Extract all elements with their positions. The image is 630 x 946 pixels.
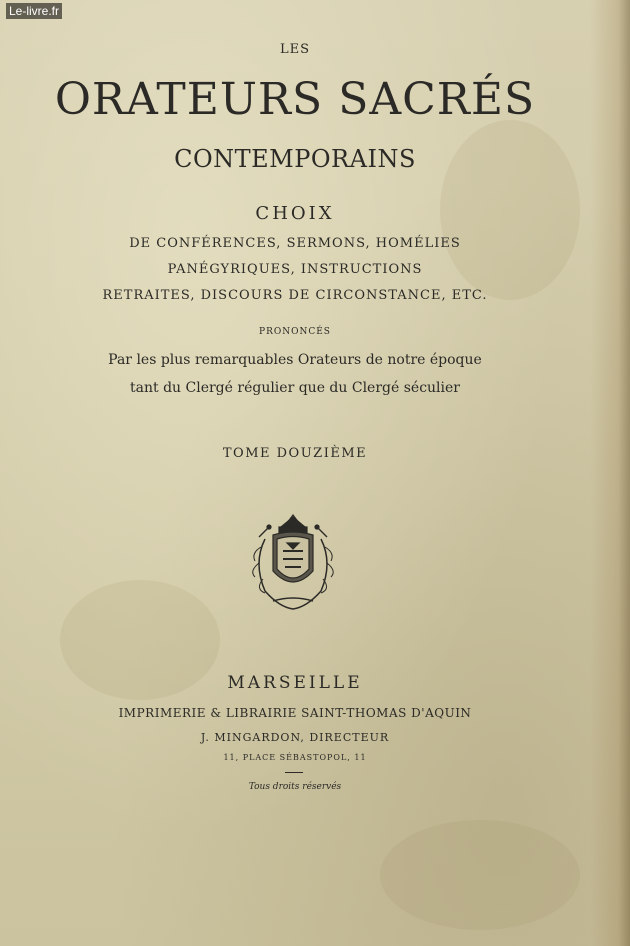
imprint-publisher: IMPRIMERIE & LIBRAIRIE SAINT-THOMAS D'AQUIN xyxy=(118,706,472,720)
volume-label: TOME DOUZIÈME xyxy=(222,446,368,461)
clergy-line: tant du Clergé régulier que du Clergé séculier xyxy=(130,380,460,396)
torn-edge xyxy=(590,0,630,946)
book-title: ORATEURS SACRÉS xyxy=(54,74,536,125)
coat-of-arms-emblem-icon xyxy=(243,513,343,613)
imprint-address: 11, PLACE SÉBASTOPOL, 11 xyxy=(223,753,367,762)
series-prefix: LES xyxy=(279,42,311,57)
genres-line-2: PANÉGYRIQUES, INSTRUCTIONS xyxy=(167,262,423,277)
divider xyxy=(285,772,303,773)
paper-stain xyxy=(380,820,580,930)
book-subtitle: CONTEMPORAINS xyxy=(174,145,416,173)
orators-line: Par les plus remarquables Orateurs de notre époque xyxy=(108,352,482,368)
rights-notice: Tous droits réservés xyxy=(248,782,342,792)
watermark: Le-livre.fr xyxy=(6,3,62,19)
genres-line-1: DE CONFÉRENCES, SERMONS, HOMÉLIES xyxy=(129,236,461,251)
choix-heading: CHOIX xyxy=(255,203,335,224)
imprint-city: MARSEILLE xyxy=(227,673,363,693)
genres-line-3: RETRAITES, DISCOURS DE CIRCONSTANCE, ETC. xyxy=(102,288,488,303)
prononces-label: PRONONCÉS xyxy=(259,327,331,337)
imprint-director: J. MINGARDON, DIRECTEUR xyxy=(200,731,390,744)
